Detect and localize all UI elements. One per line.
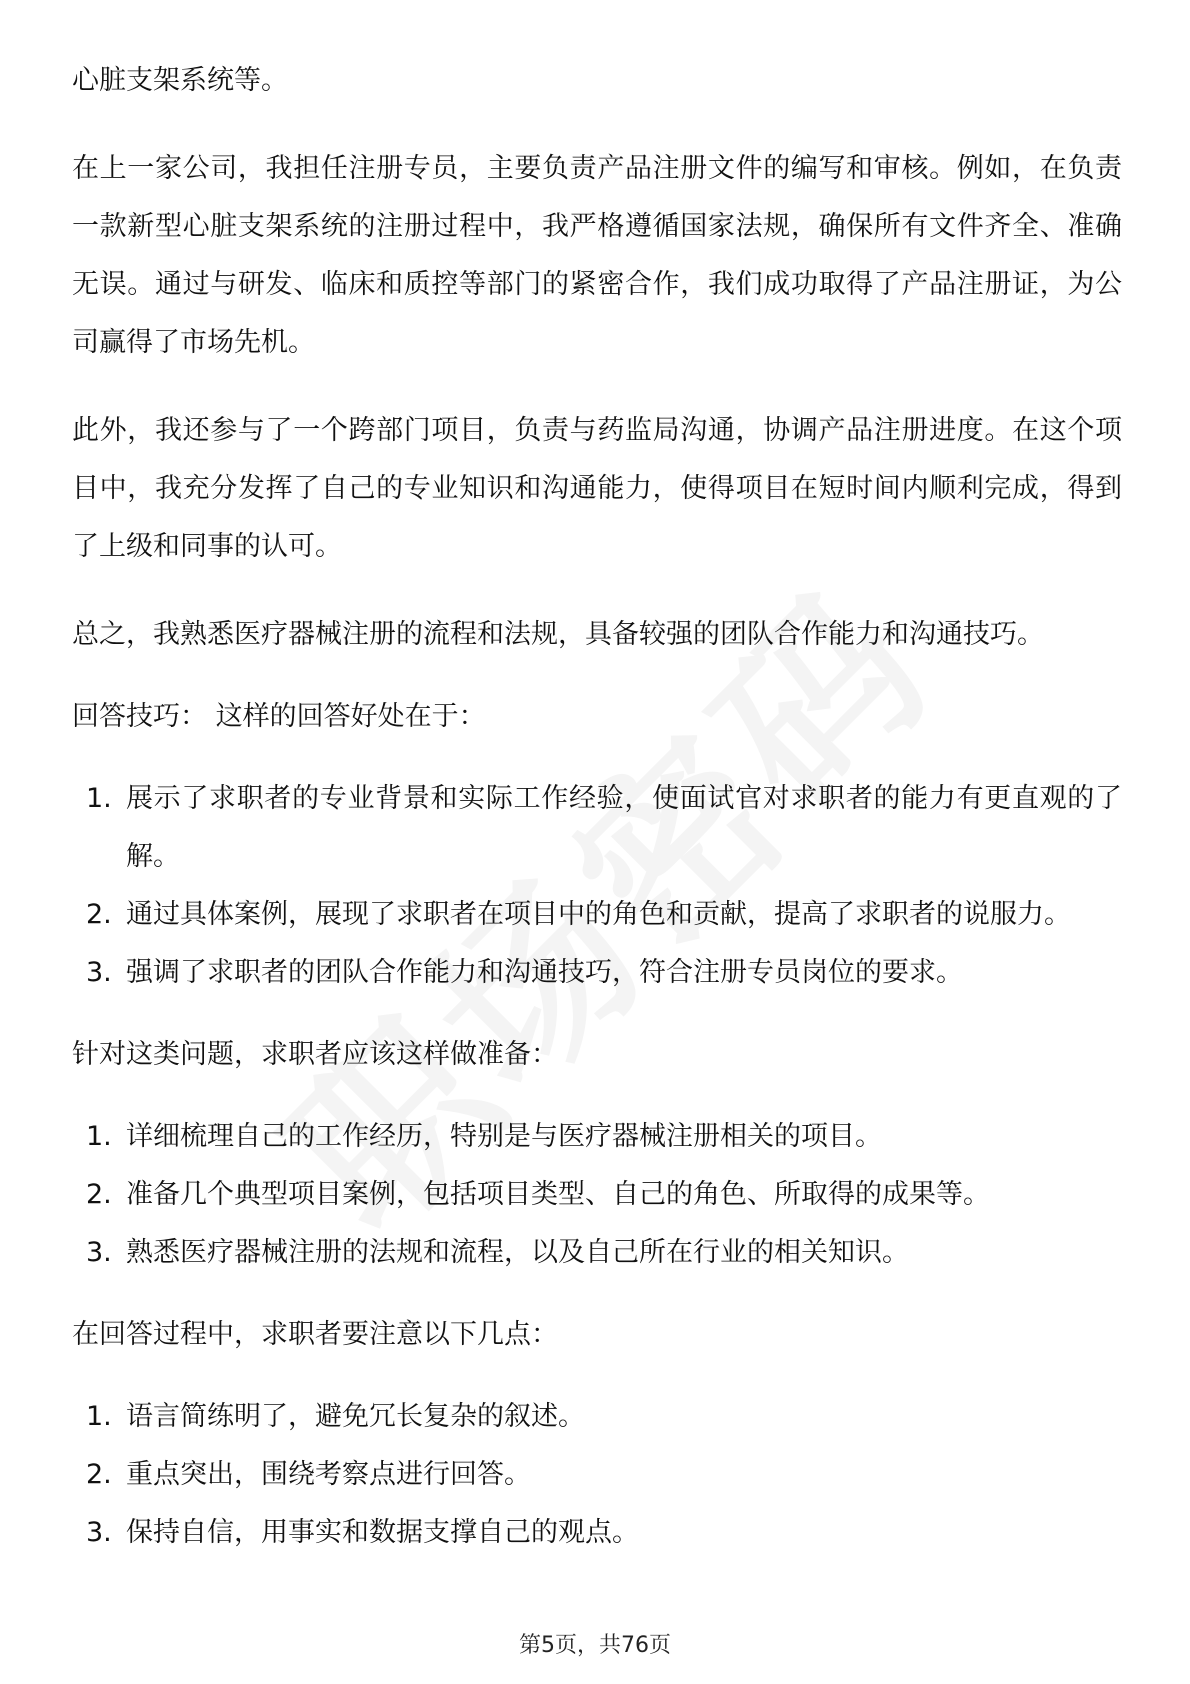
list-item xyxy=(72,1388,1122,1446)
list-item-text: 强调了求职者的团队合作能力和沟通技巧，符合注册专员岗位的要求。 xyxy=(126,957,963,988)
list-number: 3. xyxy=(86,957,112,988)
list-item-text: 通过具体案例，展现了求职者在项目中的角色和贡献，提高了求职者的说服力。 xyxy=(126,899,1071,930)
list-item-text: 保持自信，用事实和数据支撑自己的观点。 xyxy=(126,1517,639,1548)
prep-heading: 针对这类问题，求职者应该这样做准备： xyxy=(72,1039,558,1070)
list-item xyxy=(72,944,1122,1002)
list-item xyxy=(72,1166,1122,1224)
paragraph-cross-department: 此外，我还参与了一个跨部门项目，负责与药监局沟通，协调产品注册进度。在这个项目中，我充分发挥了自己的专业知识和沟通能力，使得项目在短时间内顺利完成，得到了上级和同事的认可。 xyxy=(72,415,1122,562)
list-item-text: 重点突出，围绕考察点进行回答。 xyxy=(126,1459,531,1490)
list-item xyxy=(72,886,1122,944)
list-item xyxy=(72,1108,1122,1166)
list-item-text: 展示了求职者的专业背景和实际工作经验，使面试官对求职者的能力有更直观的了解。 xyxy=(126,783,1122,872)
paragraph-continuation: 心脏支架系统等。 xyxy=(72,65,288,96)
list-item xyxy=(72,770,1122,886)
list-item-text: 熟悉医疗器械注册的法规和流程，以及自己所在行业的相关知识。 xyxy=(126,1237,909,1268)
list-item-text: 详细梳理自己的工作经历，特别是与医疗器械注册相关的项目。 xyxy=(126,1121,882,1152)
list-item-text: 语言简练明了，避免冗长复杂的叙述。 xyxy=(126,1401,585,1432)
notes-list xyxy=(72,1388,1122,1562)
list-number: 3. xyxy=(86,1237,112,1268)
list-item xyxy=(72,1224,1122,1282)
page-number: 第5页，共76页 xyxy=(519,1633,671,1658)
tips-list xyxy=(72,770,1122,1002)
tips-heading: 回答技巧： 这样的回答好处在于： xyxy=(72,701,486,732)
list-number: 3. xyxy=(86,1517,112,1548)
list-number: 2. xyxy=(86,1459,112,1490)
list-number: 2. xyxy=(86,1179,112,1210)
paragraph-experience: 在上一家公司，我担任注册专员，主要负责产品注册文件的编写和审核。例如，在负责一款新型心脏支架系统的注册过程中，我严格遵循国家法规，确保所有文件齐全、准确无误。通过与研发、临床和质控等部门的紧密合作，我们成功取得了产品注册证，为公司赢得了市场先机。 xyxy=(72,153,1122,358)
notes-heading: 在回答过程中，求职者要注意以下几点： xyxy=(72,1319,558,1350)
list-number: 1. xyxy=(86,1401,112,1432)
list-number: 1. xyxy=(86,783,112,814)
list-number: 1. xyxy=(86,1121,112,1152)
paragraph-summary: 总之，我熟悉医疗器械注册的流程和法规，具备较强的团队合作能力和沟通技巧。 xyxy=(72,619,1044,650)
list-item-text: 准备几个典型项目案例，包括项目类型、自己的角色、所取得的成果等。 xyxy=(126,1179,990,1210)
document-body xyxy=(72,52,1122,1562)
list-item xyxy=(72,1504,1122,1562)
prep-list xyxy=(72,1108,1122,1282)
list-number: 2. xyxy=(86,899,112,930)
list-item xyxy=(72,1446,1122,1504)
